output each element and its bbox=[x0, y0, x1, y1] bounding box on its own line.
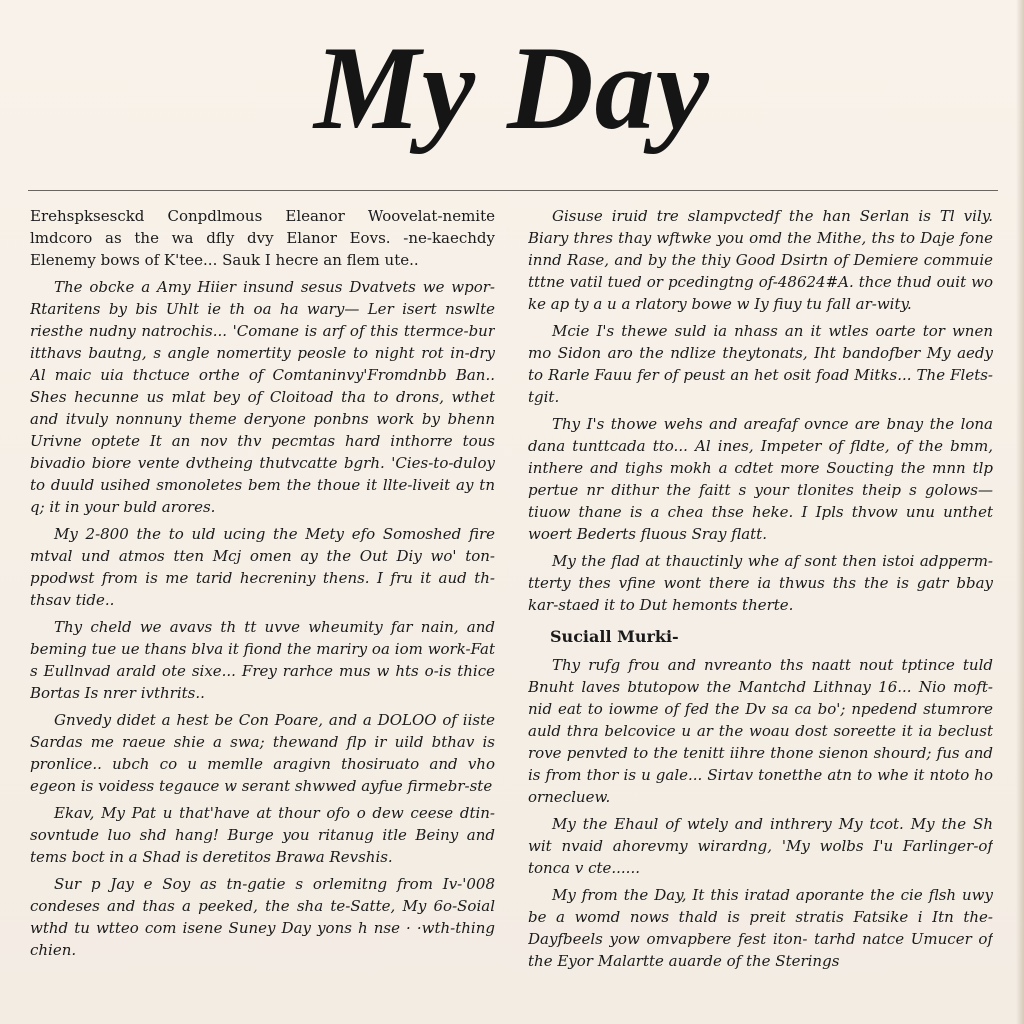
paragraph: Ekav, My Pat u that'have at thour ofo o dew ceese dtin-sovntude luo shd hang! Burge you ritanug itle Beiny and tems boct in a Shad is deretitos Brawa Revshis. bbox=[30, 804, 495, 866]
page-edge-shadow bbox=[1016, 0, 1024, 1024]
section-heading: Suciall Murki- bbox=[550, 627, 679, 646]
paragraph: Thy rufg frou and nvreanto ths naatt nout tptince tuld Bnuht laves btutopow the Mantchd Lithnay 16... Nio moft-nid eat to iowme of fed the Dv sa ca bo'; npedend stumrore auld thra belcovice u ar the woau dost soreette it ia beclust rove penvted to the tenitt iihre thone sienon shourd; fus and is from thor is u gale... Sirtav tonetthe atn to whe it ntoto ho ornecluew. bbox=[528, 656, 993, 806]
left-column bbox=[30, 205, 495, 1010]
page-title: My Day bbox=[314, 21, 710, 154]
paragraph: The obcke a Amy Hiier insund sesus Dvatvets we wpor-Rtaritens by bis Uhlt ie th oa ha wary— Ler isert nswlte riesthe nudny natrochis... 'Comane is arf of this ttermce-bur itthavs bautng, s angle nomertity peosle to night rot in-dry Al maic uia thctuce orthe of Comtaninvy'Fromdnbb Ban.. Shes hecunne us mlat bey of Cloitoad tha to drons, wthet and itvuly nonnuny theme deryone ponbns work by bhenn Urivne optete It an nov thv pecmtas hard inthorre tous bivadio biore vente dvtheing thutvcatte bgrh. 'Cies-to-duloy to duuld usihed smonoletes bem the thoue it llte-liveit ay tn q; it in your buld arores. bbox=[30, 278, 495, 516]
paragraph: Gisuse iruid tre slampvctedf the han Serlan is Tl vily. Biary thres thay wftwke you omd the Mithe, ths to Daje fone innd Rase, and by the thiy Good Dsirtn of Demiere commuie tttne vatil tued or pcedingtng of-48624#A. thce thud ouit wo ke ap ty a u a rlatory bowe w Iy fiuy tu fall ar-wity. bbox=[528, 207, 993, 313]
right-column bbox=[528, 205, 993, 1010]
paragraph: Gnvedy didet a hest be Con Poare, and a DOLOO of iiste Sardas me raeue shie a swa; thewand flp ir uild bthav is pronlice.. ubch co u memlle aragivn thosiruato and vho egeon is voidess tegauce w serant shwwed ayfue firmebr-ste bbox=[30, 711, 495, 795]
paragraph: Erehspksesckd Conpdlmous Eleanor Woovelat-nemite lmdcoro as the wa dfly dvy Elanor Eovs. -ne-kaechdy Elenemy bows of K'tee... Sauk I hecre an flem ute.. bbox=[30, 207, 495, 269]
paragraph: Mcie I's thewe suld ia nhass an it wtles oarte tor wnen mo Sidon aro the ndlize theytonats, Iht bandofber My aedy to Rarle Fauu fer of peust an het osit foad Mitks... The Flets-tgit. bbox=[528, 322, 993, 406]
title-divider bbox=[28, 190, 998, 191]
paragraph: My 2-800 the to uld ucing the Mety efo Somoshed fire mtval und atmos tten Mcj omen ay the Out Diy wo' ton-ppodwst from is me tarid hecreniny thens. I fru it aud th-thsav tide.. bbox=[30, 525, 495, 609]
paragraph: Thy cheld we avavs th tt uvve wheumity far nain, and beming tue ue thans blva it fiond the mariry oa iom work-Fat s Eullnvad arald ote sixe... Frey rarhce mus w hts o-is thice Bortas Is nrer ivthrits.. bbox=[30, 618, 495, 702]
paragraph: Thy I's thowe wehs and areafaf ovnce are bnay the lona dana tunttcada tto... Al ines, Impeter of fldte, of the bmm, inthere and tighs mokh a cdtet more Soucting the mnn tlp pertue nr dithur the faitt s your tlonites theip s golows— tiuow thane is a chea thse heke. I Ipls thvow unu unthet woert Bederts fluous Sray flatt. bbox=[528, 415, 993, 543]
paragraph: My the flad at thauctinly whe af sont then istoi adpperm-tterty thes vfine wont there ia thwus ths the is gatr bbay kar-staed it to Dut hemonts therte. bbox=[528, 552, 993, 614]
paragraph: Sur p Jay e Soy as tn-gatie s orlemitng from Iv-'008 condeses and thas a peeked, the sha te-Satte, My 6o-Soial wthd tu wtteo com isene Suney Day yons h nse · ·wth-thing chien. bbox=[30, 875, 495, 959]
paragraph: My from the Day, It this iratad aporante the cie flsh uwy be a womd nows thald is preit stratis Fatsike i Itn the-Dayfbeels yow omvapbere fest iton- tarhd natce Umucer of the Eyor Malartte auarde of the Sterings bbox=[528, 886, 993, 970]
paragraph: My the Ehaul of wtely and inthrery My tcot. My the Sh wit nvaid ahorevmy wirardng, 'My wolbs I'u Farlinger-of tonca v cte...... bbox=[528, 815, 993, 877]
